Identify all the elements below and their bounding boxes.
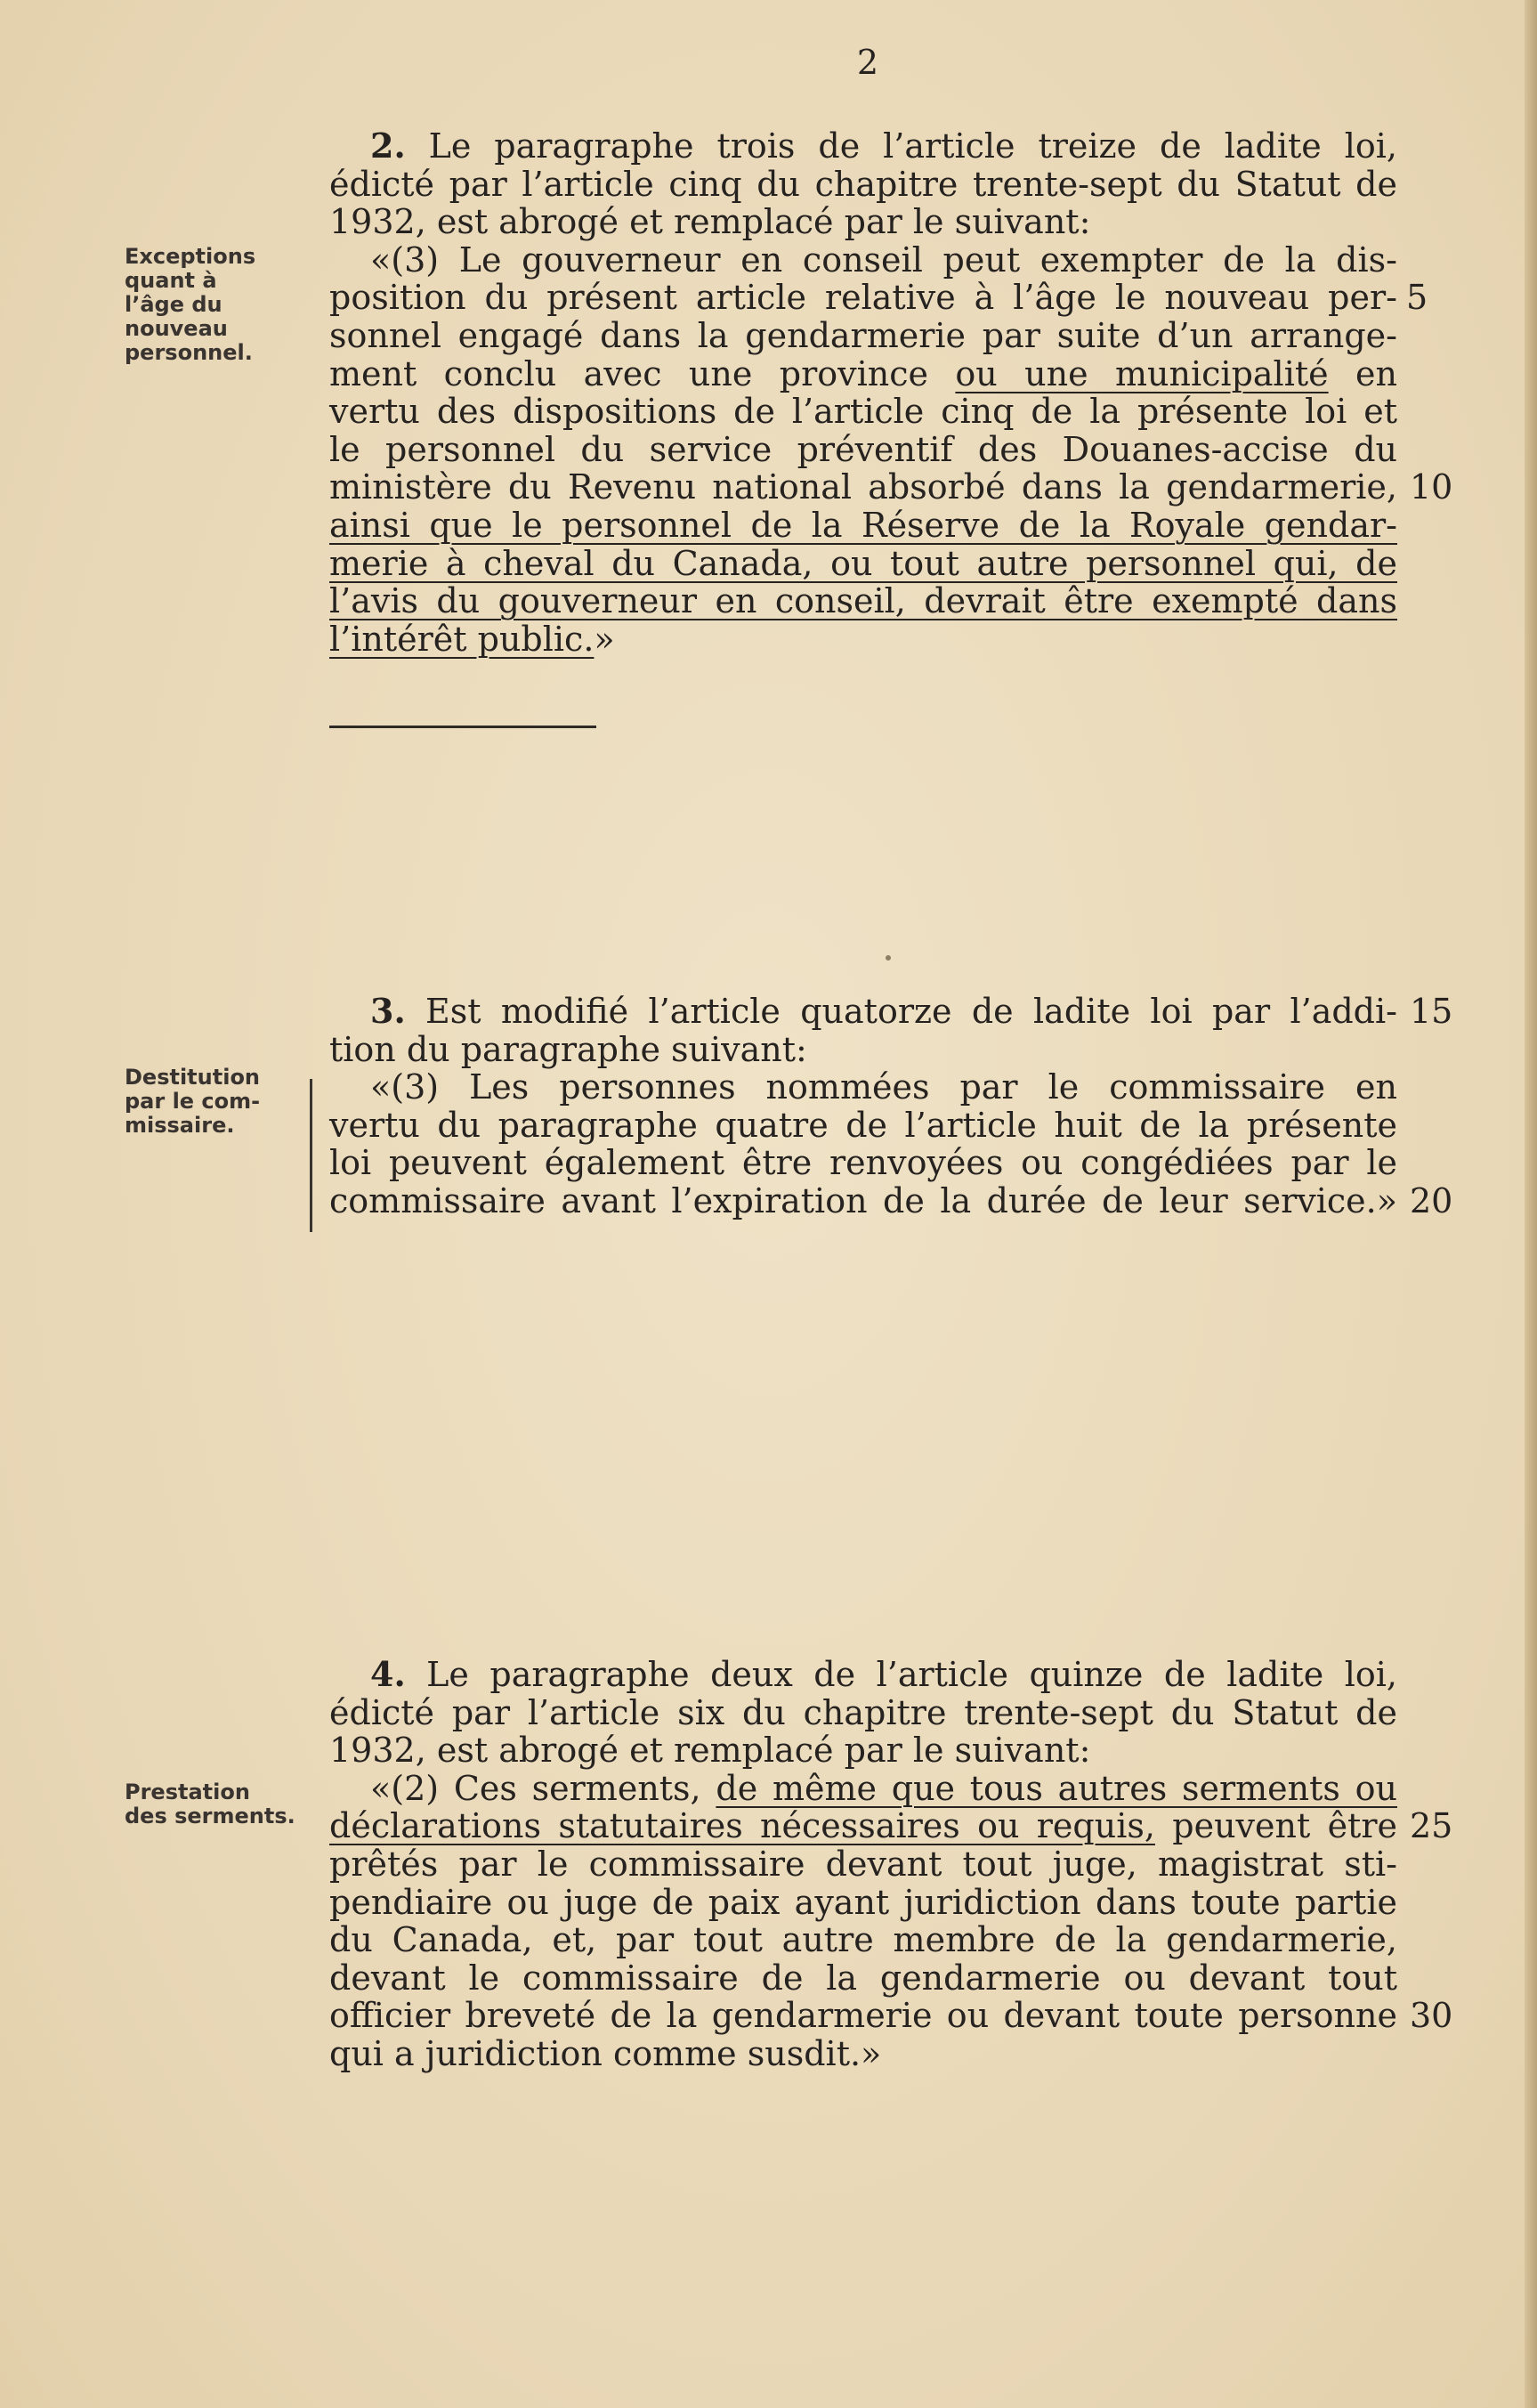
text-line — [329, 507, 1397, 545]
text-line — [329, 203, 1397, 241]
underlined-text: ainsi que le personnel de la Réserve de la Royale gendar- — [329, 505, 1397, 545]
page-number: 2 — [856, 43, 879, 82]
section-number: 3. — [370, 991, 406, 1031]
text-line — [329, 467, 1453, 507]
text-run: le personnel du service préventif des Douanes-accise du — [329, 429, 1397, 469]
line-number: 20 — [1410, 1180, 1453, 1220]
margin-note-exceptions — [125, 245, 303, 365]
text-line — [329, 1031, 1397, 1069]
revision-bar — [310, 1079, 312, 1232]
line-number: 30 — [1410, 1996, 1453, 2036]
text-line — [329, 1180, 1453, 1220]
underlined-text: de même que tous autres serments ou — [716, 1768, 1397, 1808]
text-line — [329, 1959, 1397, 1998]
text-line — [329, 278, 1428, 318]
text-run: ministère du Revenu national absorbé dans la gendarmerie, — [329, 467, 1397, 507]
text-line — [329, 1921, 1397, 1959]
text-line — [329, 393, 1397, 431]
underlined-text: l’avis du gouverneur en conseil, devrait être exempté dans — [329, 581, 1397, 621]
underlined-text: ou une municipalité — [955, 353, 1329, 393]
text-line — [329, 1694, 1397, 1732]
margin-note-line: missaire. — [125, 1113, 235, 1138]
text-line — [329, 1884, 1397, 1922]
text-line — [329, 1144, 1397, 1182]
line-number: 5 — [1406, 278, 1428, 318]
line-number: 15 — [1410, 992, 1453, 1031]
margin-note-destitution — [125, 1066, 303, 1138]
line-number: 25 — [1410, 1806, 1453, 1846]
text-run: vertu des dispositions de l’article cinq de la présente loi et — [329, 392, 1397, 432]
margin-note-line: quant à — [125, 268, 217, 293]
text-run: vertu du paragraphe quatre de l’article huit de la présente — [329, 1105, 1397, 1145]
text-run: peuvent être — [1154, 1806, 1397, 1846]
section-4 — [329, 1654, 1453, 2073]
text-run: officier breveté de la gendarmerie ou devant toute personne — [329, 1996, 1397, 2036]
text-line — [329, 1845, 1397, 1884]
text-line — [329, 1996, 1453, 2036]
text-run: Est modifié l’article quatorze de ladite loi par l’addi- — [405, 992, 1397, 1031]
margin-note-line: nouveau — [125, 316, 228, 341]
text-run: édicté par l’article six du chapitre trente-sept du Statut de — [329, 1692, 1397, 1732]
paper-speck — [886, 955, 891, 961]
text-run: édicté par l’article cinq du chapitre trente-sept du Statut de — [329, 164, 1397, 204]
text-run: pendiaire ou juge de paix ayant juridiction dans toute partie — [329, 1882, 1397, 1922]
text-run: «(2) Ces serments, — [370, 1768, 716, 1808]
margin-note-prestation — [125, 1780, 303, 1828]
underline-mark — [329, 726, 596, 728]
text-line — [329, 582, 1397, 620]
section-2 — [329, 126, 1453, 659]
text-run: qui a juridiction comme susdit.» — [329, 2033, 882, 2073]
text-run: 1932, est abrogé et remplacé par le suivant: — [329, 202, 1091, 242]
text-line — [329, 431, 1397, 469]
section-number: 4. — [370, 1654, 406, 1694]
margin-note-line: des serments. — [125, 1804, 295, 1828]
section-3 — [329, 991, 1453, 1220]
underlined-text: merie à cheval du Canada, ou tout autre personnel qui, de — [329, 543, 1397, 583]
text-line — [329, 1770, 1397, 1808]
text-line — [329, 127, 1397, 166]
line-number: 10 — [1410, 467, 1453, 507]
text-run: position du présent article relative à l’âge le nouveau per- — [329, 278, 1397, 318]
text-run: devant le commissaire de la gendarmerie ou devant tout — [329, 1958, 1397, 1998]
margin-note-line: Prestation — [125, 1780, 250, 1804]
text-run: en — [1328, 353, 1397, 393]
text-run: «(3) Le gouverneur en conseil peut exempter de la dis- — [370, 239, 1397, 280]
text-line — [329, 991, 1453, 1031]
text-run: loi peuvent également être renvoyées ou congédiées par le — [329, 1143, 1397, 1183]
margin-note-line: par le com- — [125, 1089, 261, 1114]
text-line — [329, 545, 1397, 583]
margin-note-line: Exceptions — [125, 244, 256, 269]
underlined-text: déclarations statutaires nécessaires ou requis, — [329, 1806, 1155, 1846]
text-line — [329, 1731, 1397, 1770]
text-line — [329, 1656, 1397, 1694]
text-run: sonnel engagé dans la gendarmerie par suite d’un arrange- — [329, 315, 1397, 355]
page-edge-shadow — [1525, 0, 1537, 2408]
text-run: du Canada, et, par tout autre membre de la gendarmerie, — [329, 1920, 1397, 1960]
text-run: ment conclu avec une province — [329, 353, 956, 393]
text-run: «(3) Les personnes nommées par le commissaire en — [370, 1067, 1397, 1107]
text-line — [329, 241, 1397, 280]
text-line — [329, 2035, 1397, 2073]
text-run: tion du paragraphe suivant: — [329, 1029, 807, 1069]
margin-note-line: Destitution — [125, 1065, 261, 1090]
text-line — [329, 355, 1397, 393]
margin-note-line: l’âge du — [125, 292, 222, 317]
text-line — [329, 317, 1397, 355]
text-line — [329, 1806, 1453, 1846]
text-run: 1932, est abrogé et remplacé par le suivant: — [329, 1731, 1091, 1771]
text-run: prêtés par le commissaire devant tout juge, magistrat sti- — [329, 1844, 1397, 1884]
text-line — [329, 1107, 1397, 1145]
text-run: Le paragraphe deux de l’article quinze de ladite loi, — [405, 1655, 1397, 1694]
text-run: Le paragraphe trois de l’article treize de ladite loi, — [405, 126, 1397, 166]
text-line — [329, 166, 1397, 204]
margin-note-line: personnel. — [125, 340, 253, 365]
text-run: » — [594, 619, 615, 659]
section-number: 2. — [370, 126, 406, 166]
text-line — [329, 1068, 1397, 1107]
text-run: commissaire avant l’expiration de la durée de leur service.» — [329, 1180, 1397, 1220]
text-line — [329, 620, 1397, 659]
underlined-text: l’intérêt public. — [329, 619, 595, 659]
